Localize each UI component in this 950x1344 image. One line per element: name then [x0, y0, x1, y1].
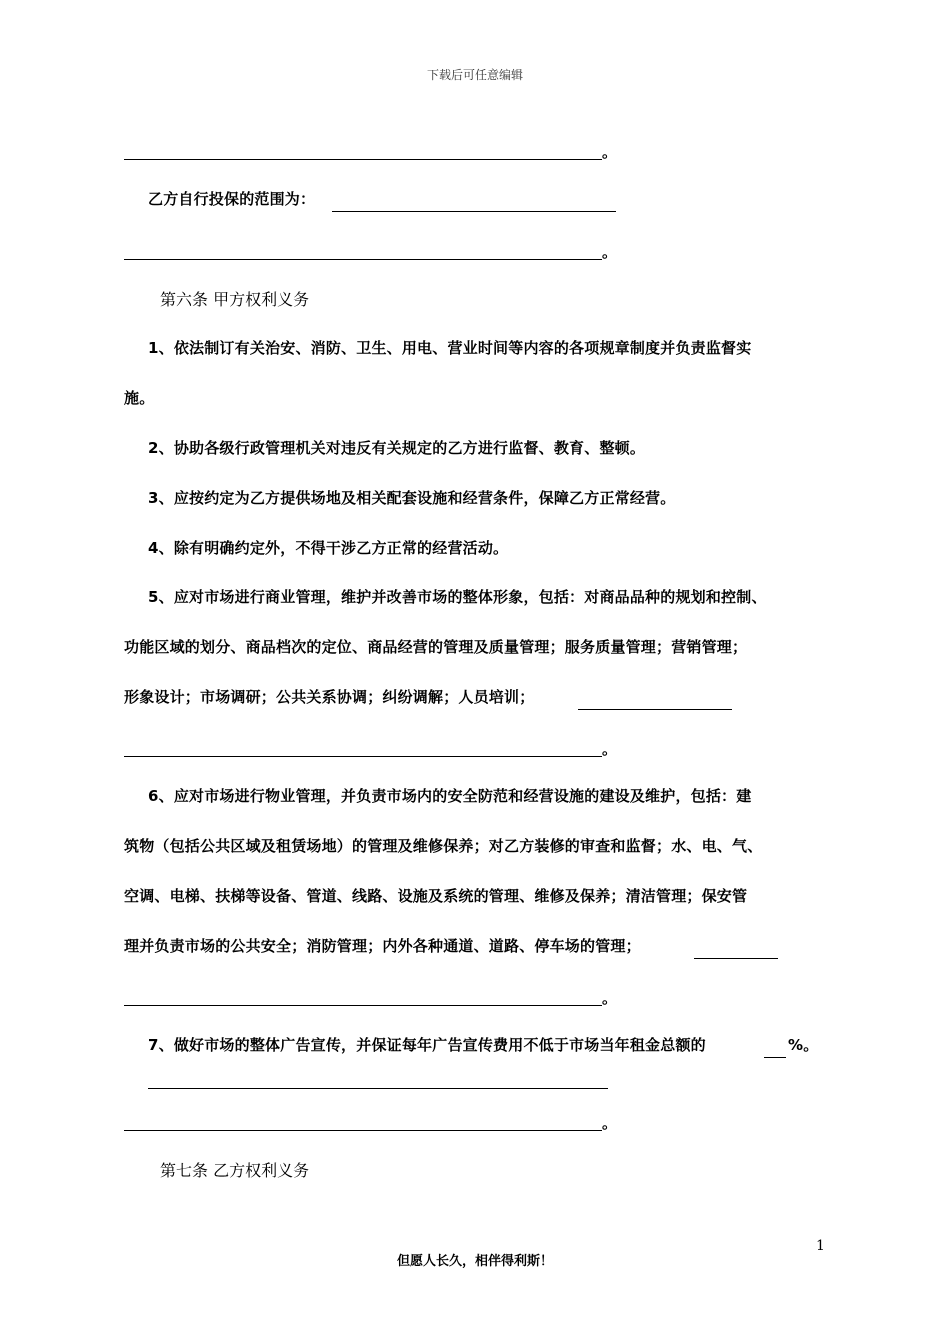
article-6-item-4: 4、除有明确约定外，不得干涉乙方正常的经营活动。: [148, 539, 509, 557]
article-6-item-3: 3、应按约定为乙方提供场地及相关配套设施和经营条件，保障乙方正常经营。: [148, 489, 676, 507]
blank-line: [124, 756, 602, 757]
page-footer: 但愿人长久，相伴得利斯！: [396, 1254, 553, 1269]
article-6-item-6-cont: 空调、电梯、扶梯等设备、管道、线路、设施及系统的管理、维修及保养；清洁管理；保安管: [124, 887, 748, 905]
blank-line: [694, 958, 778, 959]
blank-line: [124, 1130, 602, 1131]
article-6-item-1-cont: 施。: [124, 389, 155, 407]
article-6-item-2: 2、协助各级行政管理机关对违反有关规定的乙方进行监督、教育、整顿。: [148, 439, 646, 457]
period: 。: [602, 243, 618, 261]
article-7-title: 第七条 乙方权利义务: [160, 1161, 310, 1180]
article-6-item-7: 7、做好市场的整体广告宣传，并保证每年广告宣传费用不低于市场当年租金总额的: [148, 1036, 706, 1054]
page-header: 下载后可任意编辑: [426, 68, 523, 82]
article-6-item-6-cont: 理并负责市场的公共安全；消防管理；内外各种通道、道路、停车场的管理；: [124, 937, 641, 955]
blank-line: [332, 211, 616, 212]
period: 。: [602, 143, 618, 161]
period: 。: [602, 1114, 618, 1132]
percent-sign: %。: [788, 1036, 819, 1054]
article-6-title: 第六条 甲方权利义务: [160, 290, 310, 309]
blank-line: [148, 1088, 608, 1089]
article-6-item-6-cont: 筑物（包括公共区域及租赁场地）的管理及维修保养；对乙方装修的审查和监督；水、电、气、: [124, 837, 763, 855]
article-6-item-1: 1、依法制订有关治安、消防、卫生、用电、营业时间等内容的各项规章制度并负责监督实: [148, 339, 752, 357]
blank-line: [124, 259, 602, 260]
blank-line: [124, 159, 602, 160]
article-6-item-5-cont: 形象设计；市场调研；公共关系协调；纠纷调解；人员培训；: [124, 688, 535, 706]
period: 。: [602, 740, 618, 758]
blank-line: [124, 1005, 602, 1006]
article-6-item-5-cont: 功能区域的划分、商品档次的定位、商品经营的管理及质量管理；服务质量管理；营销管理；: [124, 638, 748, 656]
blank-line: [578, 709, 732, 710]
article-6-item-5: 5、应对市场进行商业管理，维护并改善市场的整体形象，包括：对商品品种的规划和控制、: [148, 588, 767, 606]
article-6-item-6: 6、应对市场进行物业管理，并负责市场内的安全防范和经营设施的建设及维护，包括：建: [148, 787, 752, 805]
page-number: 1: [816, 1238, 825, 1254]
insurance-scope-label: 乙方自行投保的范围为：: [148, 190, 316, 208]
blank-line: [764, 1057, 786, 1058]
period: 。: [602, 989, 618, 1007]
